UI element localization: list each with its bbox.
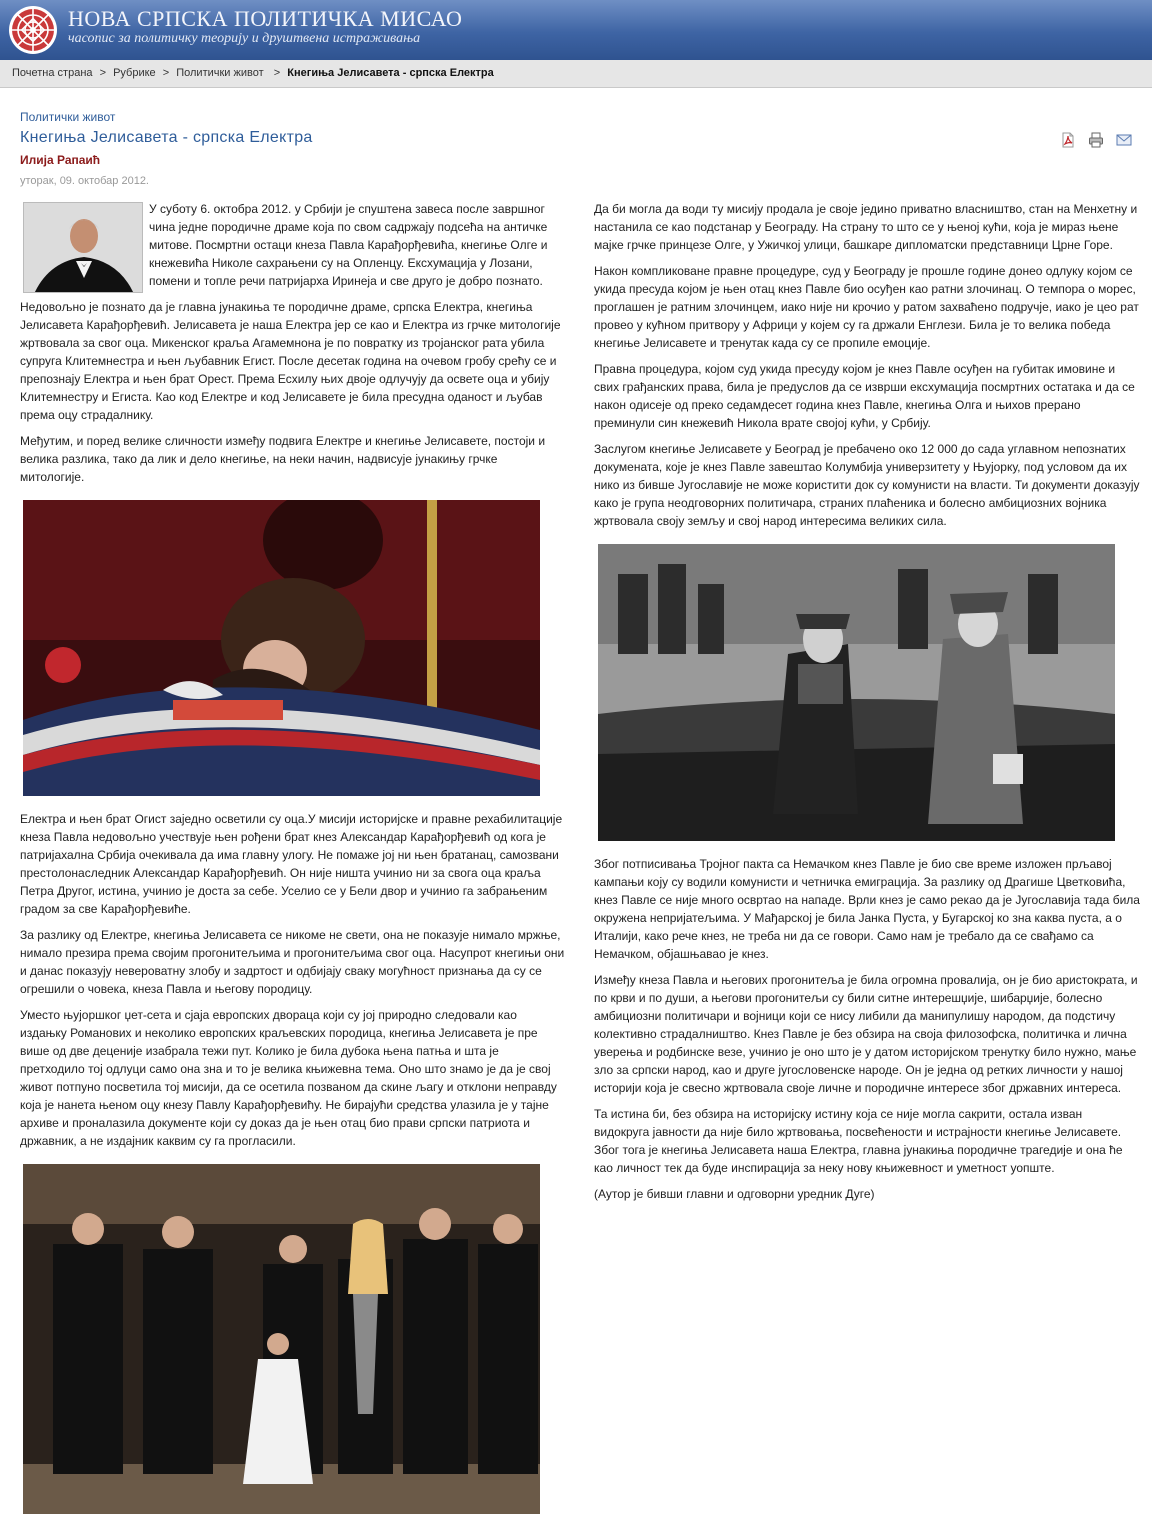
article-paragraph: За разлику од Електре, кнегиња Јелисавета се никоме не свети, она не показује нимало мржње, нимало презира према својим прогонитељима и прогонитељима свог оца. Насупрот кнегињи они и данас показују невероватну злобу и задртост и одбијају сваку могућност признања да су се огрешили о човека, кнеза Павла и његову породицу. (20, 928, 565, 996)
article-paragraph: Између кнеза Павла и његових прогонитеља је била огромна провалија, он је био аристократа, и по крви и по души, а његови прогонитељи су били ситне интерешџије, шибарџије, болесно амбициозни политичари и војници који се нису либили да манипулишу народом, да подстичу колективно страдалништво. Кнез Павле је без обзира на своја филозофска, политичка и лична уверења и родбинске везе, учинио је оно што је у датом историјском тренутку било нужно, мање зло за српски народ, као и друге југословенске народе. Он је једна од ретких личности у нашој историји која је свесно жртвовала своје личне и породичне интересе због државних интереса. (594, 973, 1138, 1095)
article-photo-kiss (23, 500, 540, 796)
article-column-left (20, 200, 565, 1522)
article-date: уторак, 09. октобар 2012. (20, 175, 149, 187)
article-title: Кнегиња Јелисавета - српска Електра (20, 129, 313, 146)
email-icon[interactable] (1116, 132, 1132, 148)
article-paragraph: Након компликоване правне процедуре, суд у Београду је прошле године донео одлуку којом се укида пресуда којом је њен отац кнез Павле био осуђен као ратни злочинац. О темпора о морес, проглашен је ратним злочинцем, иако није ни крочио у ратом захваћено подручје, иако је цео рат провео у кућном притвору у Африци у којем су га држали Енглези. Била је то велика победа кнегиње Јелисавете и тренутак када су се пропиле емоције. (594, 264, 1139, 350)
article-paragraph: Недовољно је познато да је главна јунакиња те породичне драме, српска Електра, кнегиња Јелисавета Карађорђевић. Јелисавета је наша Електра јер се као и Електра из грчке митологије жртвовала за свог оца. Микенског краља Агамемнона је по повратку из тројанског рата убила супруга Клитемнестра и њен љубавник Егист. После десетак година на очевом гробу срећу се и препознају Електра и њен брат Орест. Према Есхилу њих двоје одлучују да освете оца и убију Клитемнестру и Егиста. Као код Електре и код Јелисавете је била пресудна оданост и љубав према оцу страдалнику. (20, 300, 561, 422)
breadcrumb-item-political-life[interactable]: Политички живот (176, 67, 264, 79)
article-paragraph: Међутим, и поред велике сличности између подвига Електре и кнегиње Јелисавете, постоји и велика разлика, тако да лик и дело кнегиње, на неки начин, надвисује јунакињу грчке митологије. (20, 434, 546, 484)
author-note: (Аутор је бивши главни и одговорни уредник Дуге) (594, 1187, 875, 1201)
article-paragraph: Због потписивања Тројног пакта са Немачком кнез Павле је био све време изложен прљавој кампањи коју су водили комунисти и четничка емиграција. За разлику од Драгише Цветковића, кнез Павле се није много освртао на нападе. Врли кнез је само рекао да је Југославија тада била окружена непријатељима. У Мађарској је била Јанка Пуста, у Бугарској ко зна каква пуста, а о Италији, како рече кнез, не треба ни да се говори. Само нам је требало да се свађамо са Немачком, објашњавао је кнез. (594, 857, 1140, 961)
author-photo (23, 202, 143, 293)
print-icon[interactable] (1088, 132, 1104, 148)
article-paragraph: Заслугом кнегиње Јелисавете у Београд је пребачено око 12 000 до сада углавном непознатих докумената, које је кнез Павле завештао Колумбија универзитету у Њујорку, под условом да их нико из бивше Југославије не може користити док су комунисти на власти. Ти документи доказују како је група неодговорних политичара, страних плаћеника и болесно амбициозних војника жртвовала своју земљу и свој народ интересима великих сила. (594, 442, 1140, 528)
breadcrumb-separator: > (162, 67, 170, 79)
article-paragraph: Да би могла да води ту мисију продала је своје једино приватно власништво, стан на Менхетну и настанила се као подстанар у Београду. На страну то што се у њеној кући, која је мираз њене мајке грчке принцезе Олге, у Ужичкој улици, башкаре дипломатски представници Црне Горе. (594, 202, 1138, 252)
site-header (0, 0, 1152, 60)
article-photo-family (23, 1164, 540, 1514)
breadcrumb-item-sections[interactable]: Рубрике (113, 67, 156, 79)
article-paragraph: Уместо њујоршког џет-сета и сјаја европских двораца који су јој природно следовали као издањку Романових и неколико европских краљевских породица, кнегиња Јелисавета је пре више од две деценије изабрала тежи пут. Колико је била дубока њена патња и шта је претходило тој одлуци само она зна и то је велика књижевна тема. Оно што знамо је да је свој живот потпуно посветила тој мисији, да се осетила позваном да скине љагу и отклони неправду која је нанета њеном оцу кнезу Павлу Карађорђевићу. Не бирајући средства улазила је у тајне архиве и проналазила документе који су доказ да је њен отац био прави српски патриота и државник, а не издајник каквим су га прогласили. (20, 1008, 557, 1148)
breadcrumb-current: Кнегиња Јелисавета - српска Електра (287, 67, 494, 79)
article-category[interactable]: Политички живот (20, 110, 116, 124)
article-paragraph: Правна процедура, којом суд укида пресуду којом је кнез Павле осуђен на губитак имовине и свих грађанских права, била је предуслов да се изврши ексхумација посмртних остатака и да се након одисеје од преко седамдесет година кнез Павле, кнегиња Олга и њихов прерано преминули син кнежевић Никола врате својој кући, у Србију. (594, 362, 1135, 430)
article-photo-historic (598, 544, 1115, 841)
article-paragraph: У суботу 6. октобра 2012. у Србији је спуштена завеса после завршног чина једне породичне драме која по свом садржају подсећа на античке митове. Посмртни остаци кнеза Павла Карађорђевића, кнегиње Олге и кнежевића Николе сахрањени су на Опленцу. Ексхумација у Лозани, помени и топле речи патријарха Иринеја и све друго је добро познато. (149, 202, 548, 288)
breadcrumb-item-home[interactable]: Почетна страна (12, 67, 93, 79)
site-subtitle: часопис за политичку теорију и друштвена истраживања (68, 31, 421, 46)
article-tools (1060, 132, 1132, 148)
site-title: НОВА СРПСКА ПОЛИТИЧКА МИСАО (68, 6, 463, 31)
breadcrumb-separator: > (270, 67, 281, 79)
article-paragraph: Та истина би, без обзира на историјску истину која се није могла сакрити, остала изван видокруга јавности да није било жртвовања, посвећености и истрајности кнегиње Јелисавете. Због тога је кнегиња Јелисавета наша Електра, главна јунакиња породичне трагедије и она ће као личност тек да буде инспирација за неку нову књижевност и уметност уопште. (594, 1107, 1123, 1175)
pdf-icon[interactable] (1060, 132, 1076, 148)
breadcrumb-separator: > (99, 67, 107, 79)
article-author: Илија Рапаић (20, 153, 101, 167)
article-paragraph: Електра и њен брат Огист заједно осветили су оца.У мисији историјске и правне рехабилитације кнеза Павла недовољно учествује њен рођени брат кнез Александар Карађорђевић од кога је патријахална Србија очекивала да има главну улогу. Не помаже јој ни њен братанац, самозвани престолонаследник Александар Карађорђевић. Он није ништа учинио ни за свога оца краља Петра Другог, истина, учинио је доста за себе. Уселио се у Бели двор и учинио га забрањеним градом за све Карађорђевиће. (20, 812, 563, 916)
breadcrumb (0, 60, 1152, 88)
article-column-right (594, 200, 1140, 1211)
site-logo[interactable] (8, 5, 58, 55)
